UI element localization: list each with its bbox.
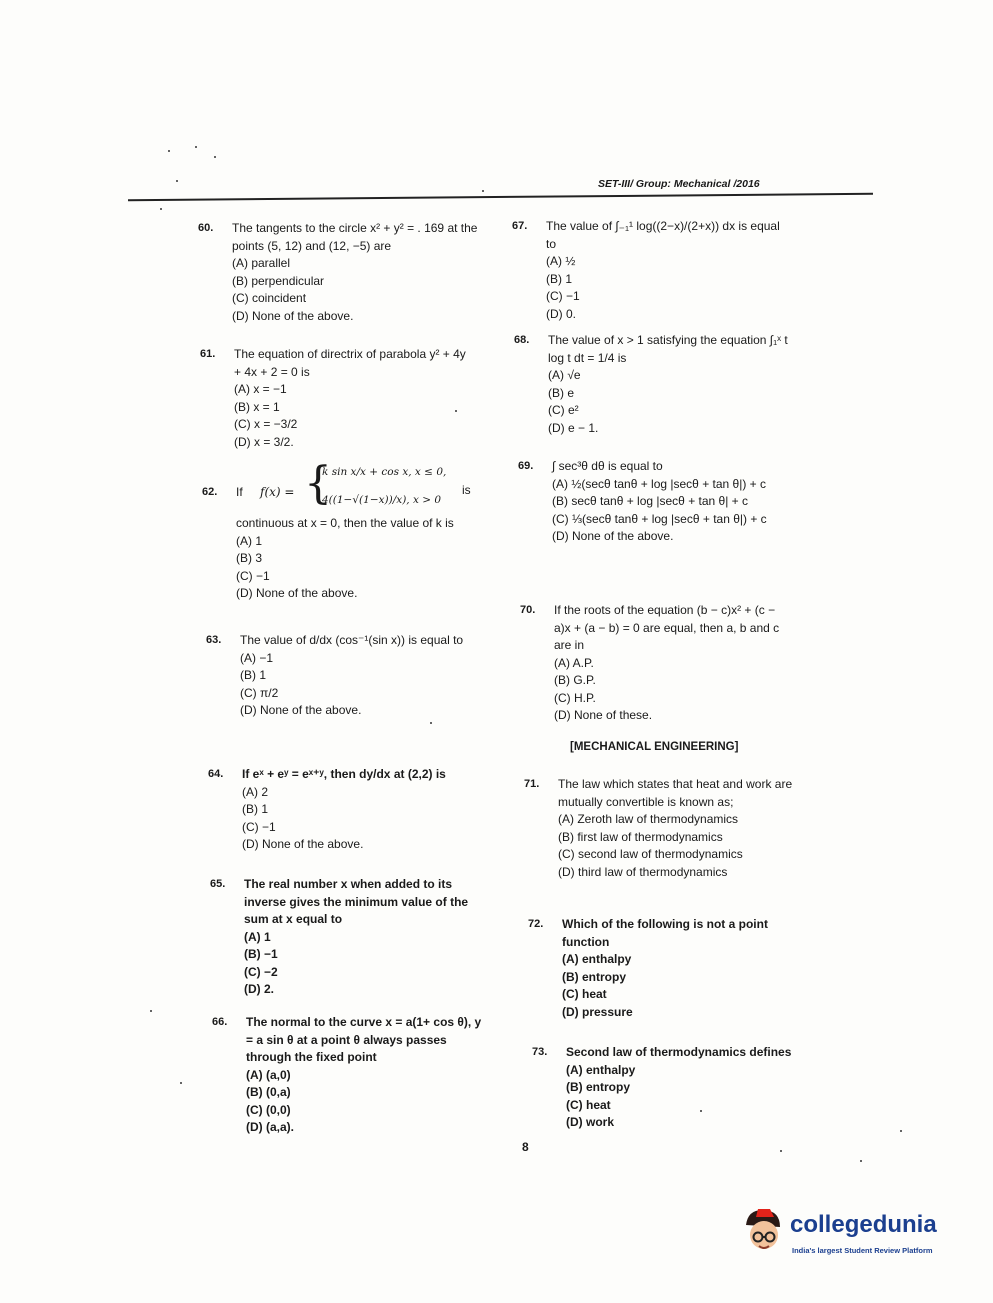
option-b: (B) first law of thermodynamics (558, 829, 723, 844)
section-title: [MECHANICAL ENGINEERING] (570, 741, 739, 753)
header-rule (128, 193, 873, 202)
logo-wordmark: collegedunia (790, 1211, 937, 1238)
question-number: 72. (528, 918, 544, 930)
option-b: (B) (0,a) (246, 1085, 291, 1099)
question-67 (512, 218, 786, 323)
option-d: (D) None of these. (554, 708, 653, 722)
option-a: (A) enthalpy (566, 1062, 636, 1077)
option-c: (C) e² (548, 403, 579, 417)
option-c: (C) −2 (244, 964, 278, 979)
option-a: (A) parallel (232, 256, 291, 270)
option-b: (B) entropy (562, 969, 626, 984)
question-stem: Which of the following is not a point function (562, 917, 768, 949)
question-69 (518, 458, 787, 546)
option-c: (C) heat (566, 1097, 611, 1112)
option-d: (D) None of the above. (236, 586, 358, 600)
option-d: (D) pressure (562, 1004, 633, 1019)
question-64 (208, 766, 482, 854)
option-b: (B) G.P. (554, 673, 596, 687)
piecewise-case-1: k sin x/x + cos x, x ≤ 0, (322, 466, 447, 478)
collegedunia-logo[interactable] (740, 1205, 970, 1265)
option-d: (D) None of the above. (240, 703, 362, 717)
option-d: (D) 0. (546, 306, 576, 321)
option-a: (A) enthalpy (562, 952, 632, 966)
question-number: 64. (208, 768, 224, 780)
question-stem: ∫ sec³θ dθ is equal to (552, 459, 663, 473)
option-c: (C) (0,0) (246, 1102, 291, 1117)
option-b: (B) −1 (244, 947, 278, 961)
option-d: (D) None of the above. (242, 837, 364, 851)
option-d: (D) None of the above. (232, 308, 354, 323)
option-a: (A) (a,0) (246, 1067, 291, 1082)
question-stem: The tangents to the circle x² + y² = . 169 at the points (5, 12) and (12, −5) are (232, 221, 478, 253)
question-63 (206, 632, 490, 720)
option-b: (B) entropy (566, 1080, 630, 1094)
student-mascot-icon (740, 1205, 788, 1257)
option-a: (A) ½ (546, 254, 576, 268)
question-65 (210, 876, 489, 999)
option-a: (A) 1 (244, 929, 271, 944)
option-c: (C) coincident (232, 291, 307, 305)
page-number: 8 (522, 1140, 529, 1154)
option-b: (B) x = 1 (234, 399, 280, 414)
question-number: 69. (518, 460, 534, 472)
question-66 (212, 1014, 491, 1137)
question-stem: The value of d/dx (cos⁻¹(sin x)) is equal to (240, 633, 464, 647)
question-stem: The equation of directrix of parabola y² + 4y + 4x + 2 = 0 is (234, 347, 466, 379)
option-b: (B) 1 (242, 802, 269, 816)
logo-tagline: India's largest Student Review Platform (792, 1246, 933, 1255)
question-stem: The value of ∫₋₁¹ log((2−x)/(2+x)) dx is equal to (546, 219, 780, 251)
question-number: 68. (514, 334, 530, 346)
question-number: 62. (202, 486, 218, 498)
question-62 (202, 458, 486, 622)
option-d: (D) e − 1. (548, 420, 599, 435)
option-c: (C) −1 (236, 568, 270, 583)
question-number: 63. (206, 634, 222, 646)
question-71 (524, 776, 798, 881)
option-d: (D) x = 3/2. (234, 434, 294, 449)
option-c: (C) ⅓(secθ tanθ + log |secθ + tan θ|) + c (552, 511, 767, 526)
option-b: (B) perpendicular (232, 273, 325, 288)
question-number: 73. (532, 1046, 548, 1058)
option-a: (A) 2 (242, 784, 269, 799)
option-c: (C) x = −3/2 (234, 417, 298, 431)
question-number: 65. (210, 878, 226, 890)
option-b: (B) 1 (240, 668, 267, 682)
question-68 (514, 332, 788, 437)
question-stem: If the roots of the equation (b − c)x² + (c − a)x + (a − b) = 0 are equal, then a, b and c are in (554, 603, 780, 652)
option-d: (D) 2. (244, 982, 274, 996)
option-a: (A) A.P. (554, 655, 594, 670)
piecewise-case-2: 4((1−√(1−x))/x), x > 0 (322, 494, 442, 506)
page-header: SET-III/ Group: Mechanical /2016 (598, 178, 760, 190)
question-stem: continuous at x = 0, then the value of k is (236, 516, 454, 530)
question-number: 71. (524, 778, 540, 790)
option-c: (C) π/2 (240, 685, 279, 700)
option-a: (A) √e (548, 368, 581, 382)
option-c: (C) second law of thermodynamics (558, 847, 743, 861)
option-b: (B) secθ tanθ + log |secθ + tan θ| + c (552, 494, 749, 508)
option-c: (C) H.P. (554, 690, 596, 705)
option-a: (A) x = −1 (234, 382, 287, 396)
question-60 (198, 220, 487, 325)
piecewise-brace-icon: { (304, 458, 332, 509)
question-73 (532, 1044, 806, 1132)
is-label: is (462, 483, 471, 497)
question-number: 66. (212, 1016, 228, 1028)
option-d: (D) (a,a). (246, 1120, 294, 1134)
question-70 (520, 602, 794, 725)
question-stem: The law which states that heat and work are mutually convertible is known as; (558, 777, 793, 809)
option-c: (C) heat (562, 987, 607, 1001)
question-stem: The real number x when added to its inverse gives the minimum value of the sum at x equal to (244, 877, 469, 926)
question-stem: If eˣ + eʸ = eˣ⁺ʸ, then dy/dx at (2,2) is (242, 767, 446, 781)
option-a: (A) −1 (240, 650, 274, 665)
question-stem: Second law of thermodynamics defines (566, 1045, 792, 1059)
question-stem: The value of x > 1 satisfying the equation ∫₁ˣ t log t dt = 1/4 is (548, 333, 788, 365)
option-d: (D) None of the above. (552, 529, 674, 543)
option-c: (C) −1 (242, 819, 276, 834)
question-61 (200, 346, 474, 451)
option-c: (C) −1 (546, 289, 580, 303)
option-b: (B) 1 (546, 271, 573, 286)
question-number: 60. (198, 222, 214, 234)
option-b: (B) e (548, 385, 575, 400)
question-72 (528, 916, 802, 1021)
option-a: (A) 1 (236, 533, 263, 548)
option-a: (A) Zeroth law of thermodynamics (558, 812, 739, 826)
question-number: 61. (200, 348, 216, 360)
option-d: (D) work (566, 1115, 614, 1129)
question-stem: The normal to the curve x = a(1+ cos θ), y = a sin θ at a point θ always passes through the fixed point (246, 1015, 482, 1064)
function-label: f(x) = (260, 485, 295, 499)
option-d: (D) third law of thermodynamics (558, 864, 728, 879)
question-number: 70. (520, 604, 536, 616)
option-b: (B) 3 (236, 551, 263, 565)
option-a: (A) ½(secθ tanθ + log |secθ + tan θ|) + c (552, 476, 767, 491)
if-label: If (236, 485, 243, 499)
question-number: 67. (512, 220, 528, 232)
